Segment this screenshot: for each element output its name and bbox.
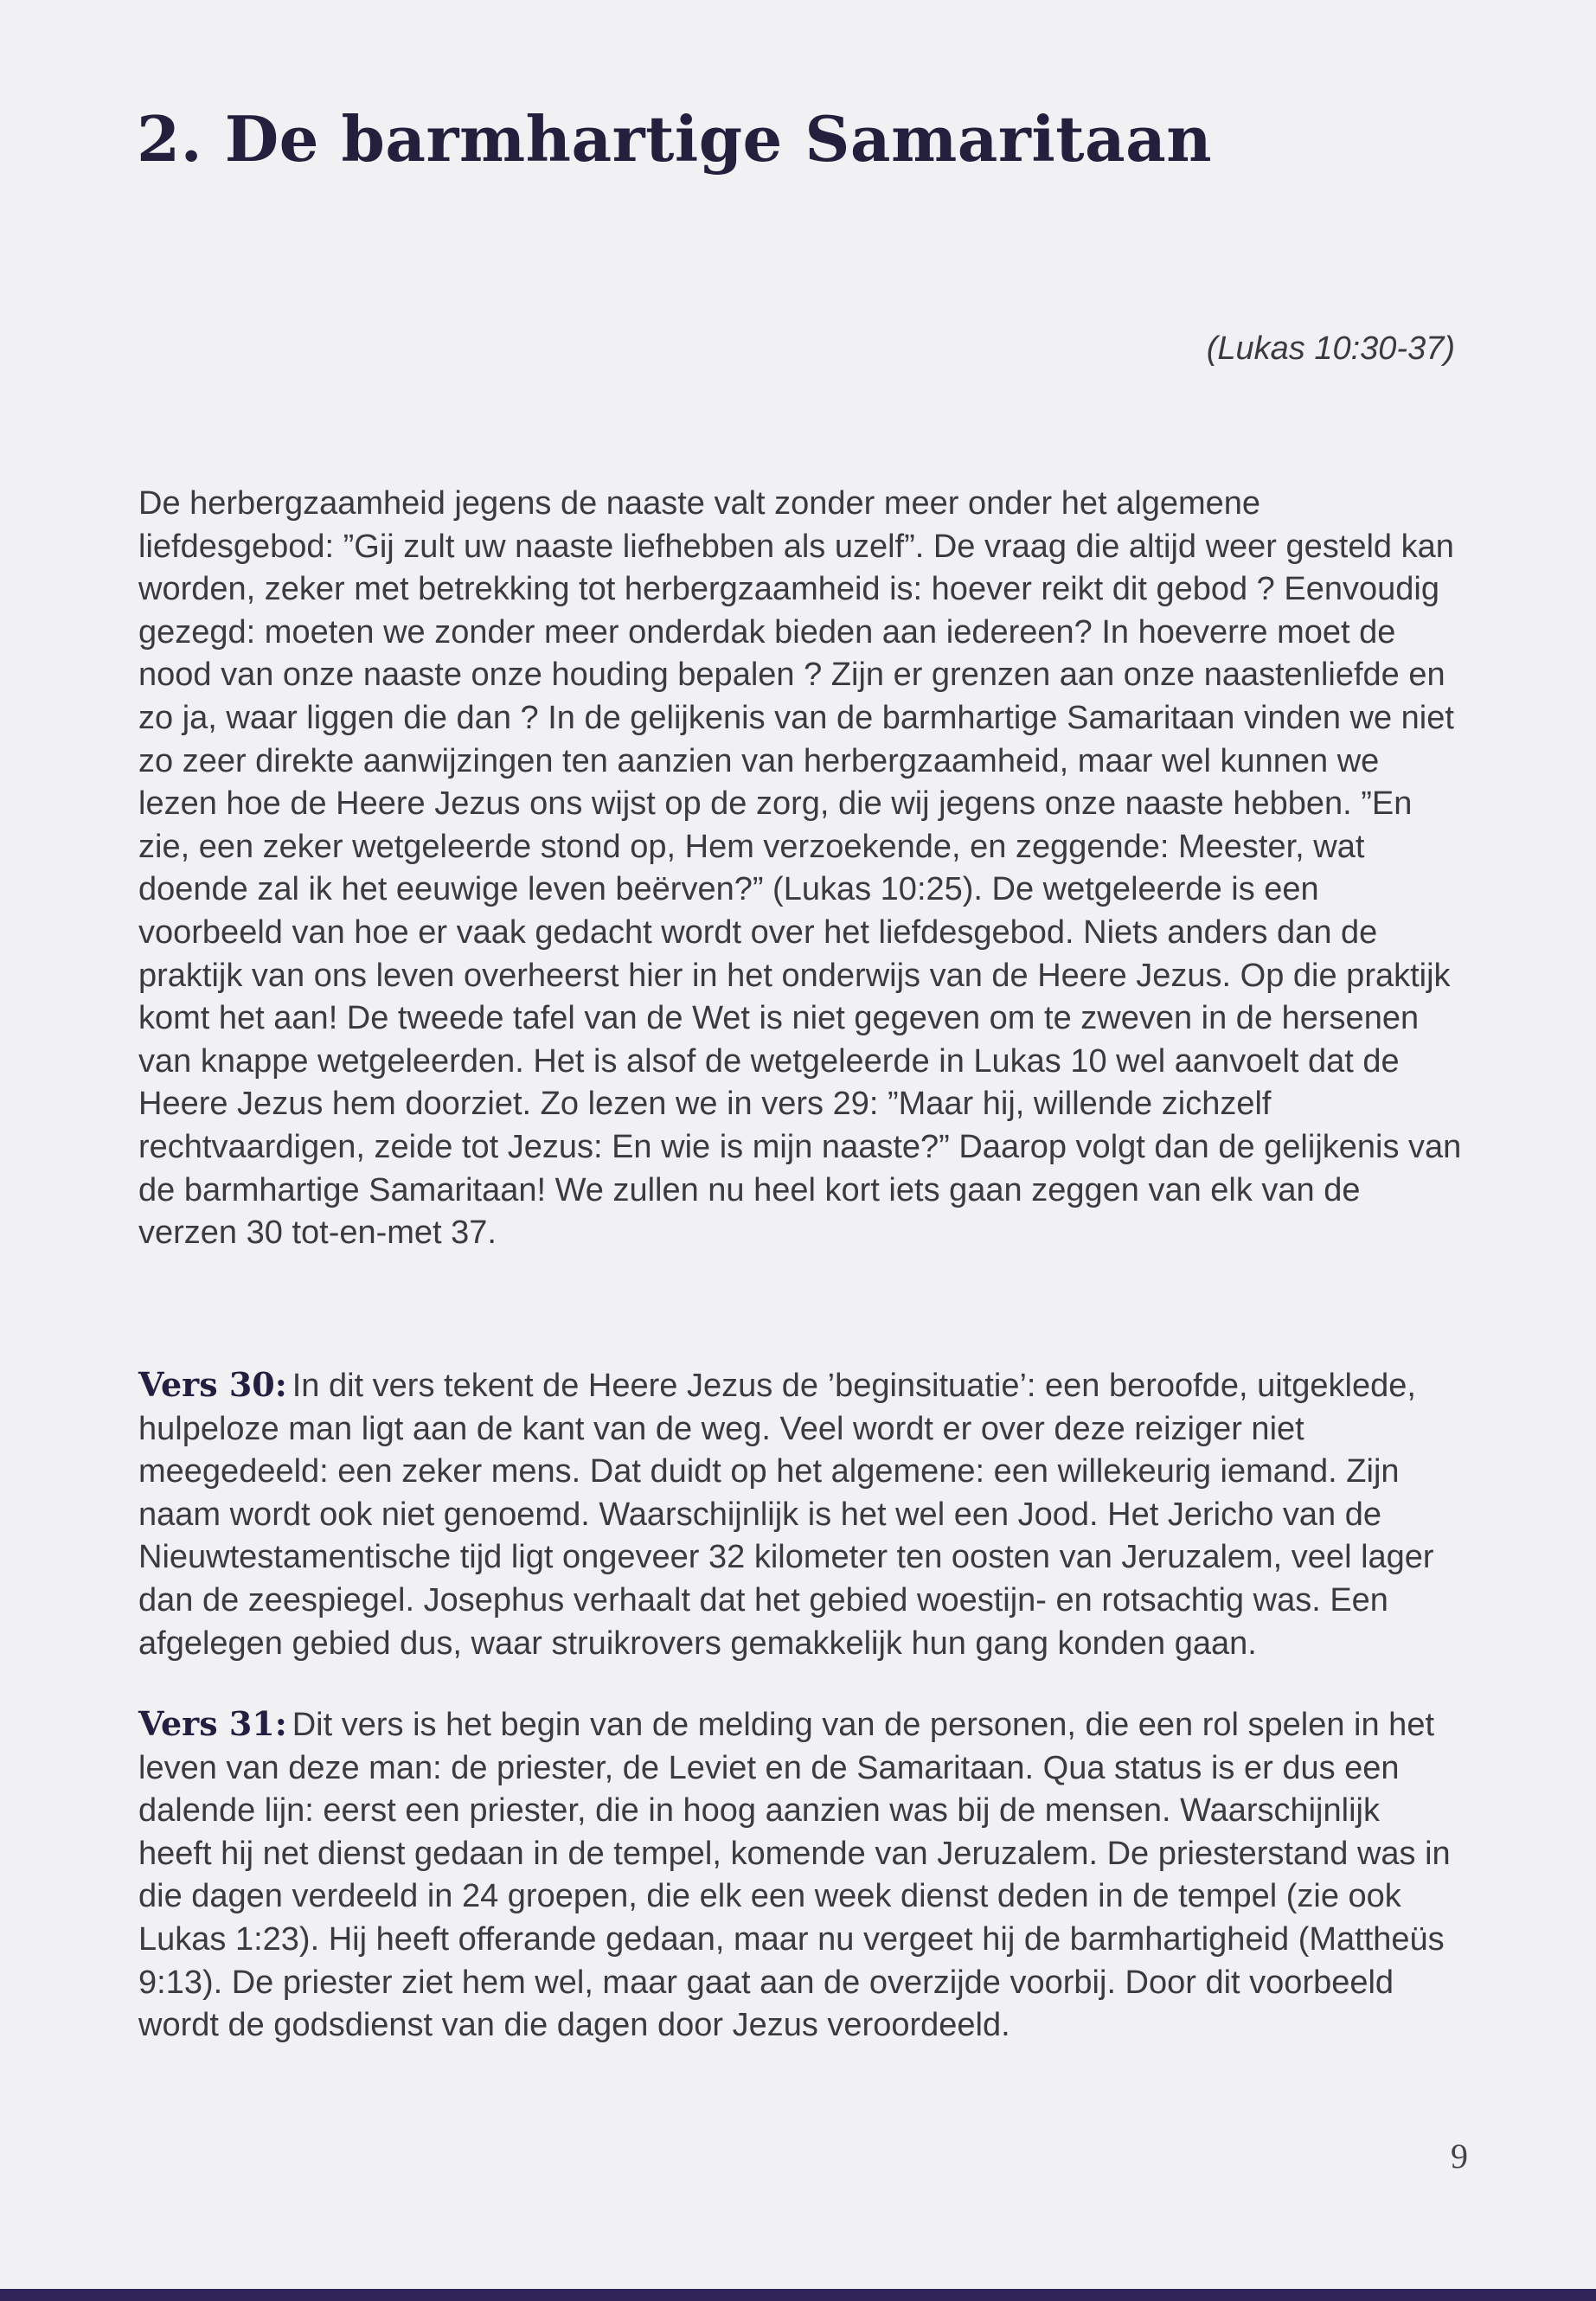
page-number: 9 xyxy=(1451,2137,1468,2176)
verse-30-paragraph xyxy=(138,1363,1462,1665)
verse-31-paragraph xyxy=(138,1702,1462,2048)
chapter-title: 2. De barmhartige Samaritaan xyxy=(137,102,1213,176)
intro-paragraph: De herbergzaamheid jegens de naaste valt zonder meer onder het algemene liefdesgebod: ”Gij zult uw naaste liefhebben als uzelf”. De vraag die altijd weer gesteld kan worden, zeker met betrekking tot herbergzaamheid is: hoever reikt dit gebod ? Eenvoudig gezegd: moeten we zonder meer onderdak bieden aan iedereen? In hoeverre moet de nood van onze naaste onze houding bepalen ? Zijn er grenzen aan onze naastenliefde en zo ja, waar liggen die dan ? In de gelijkenis van de barmhartige Samaritaan vinden we niet zo zeer direkte aanwijzingen ten aanzien van herbergzaamheid, maar wel kunnen we lezen hoe de Heere Jezus ons wijst op de zorg, die wij jegens onze naaste hebben. ”En zie, een zeker wetgeleerde stond op, Hem verzoekende, en zeggende: Meester, wat doende zal ik het eeuwige leven beërven?” (Lukas 10:25). De wetgeleerde is een voorbeeld van hoe er vaak gedacht wordt over het liefdesgebod. Niets anders dan de praktijk van ons leven overheerst hier in het onderwijs van de Heere Jezus. Op die praktijk komt het aan! De tweede tafel van de Wet is niet gegeven om te zweven in de hersenen van knappe wetgeleerden. Het is alsof de wetgeleerde in Lukas 10 wel aanvoelt dat de Heere Jezus hem doorziet. Zo lezen we in vers 29: ”Maar hij, willende zichzelf rechtvaardigen, zeide tot Jezus: En wie is mijn naaste?” Daarop volgt dan de gelijkenis van de barmhartige Samaritaan! We zullen nu heel kort iets gaan zeggen van elk van de verzen 30 tot-en-met 37. xyxy=(138,485,1462,1252)
verse-30-text: In dit vers tekent de Heere Jezus de ’beginsituatie’: een beroofde, uitgeklede, hulpeloze man ligt aan de kant van de weg. Veel wordt er over deze reiziger niet meegedeeld: een zeker mens. Dat duidt op het algemene: een willekeurig iemand. Zijn naam wordt ook niet genoemd. Waarschijnlijk is het wel een Jood. Het Jericho van de Nieuwtestamentische tijd ligt ongeveer 32 kilometer ten oosten van Jeruzalem, veel lager dan de zeespiegel. Josephus verhaalt dat het gebied woestijn- en rotsachtig was. Een afgelegen gebied dus, waar struikrovers gemakkelijk hun gang konden gaan. xyxy=(138,1368,1434,1662)
scripture-reference: (Lukas 10:30-37) xyxy=(1206,330,1455,367)
verse-31-label: Vers 31: xyxy=(138,1704,287,1743)
verse-30-label: Vers 30: xyxy=(138,1365,287,1404)
verse-31-text: Dit vers is het begin van de melding van de personen, die een rol spelen in het leven van deze man: de priester, de Leviet en de Samaritaan. Qua status is er dus een dalende lijn: eerst een priester, die in hoog aanzien was bij de mensen. Waarschijnlijk heeft hij net dienst gedaan in de tempel, komende van Jeruzalem. De priesterstand was in die dagen verdeeld in 24 groepen, die elk een week dienst deden in de tempel (zie ook Lukas 1:23). Hij heeft offerande gedaan, maar nu vergeet hij de barmhartigheid (Mattheüs 9:13). De priester ziet hem wel, maar gaat aan de overzijde voorbij. Door dit voorbeeld wordt de godsdienst van die dagen door Jezus veroordeeld. xyxy=(138,1707,1451,2044)
page-bottom-border xyxy=(0,2289,1596,2301)
